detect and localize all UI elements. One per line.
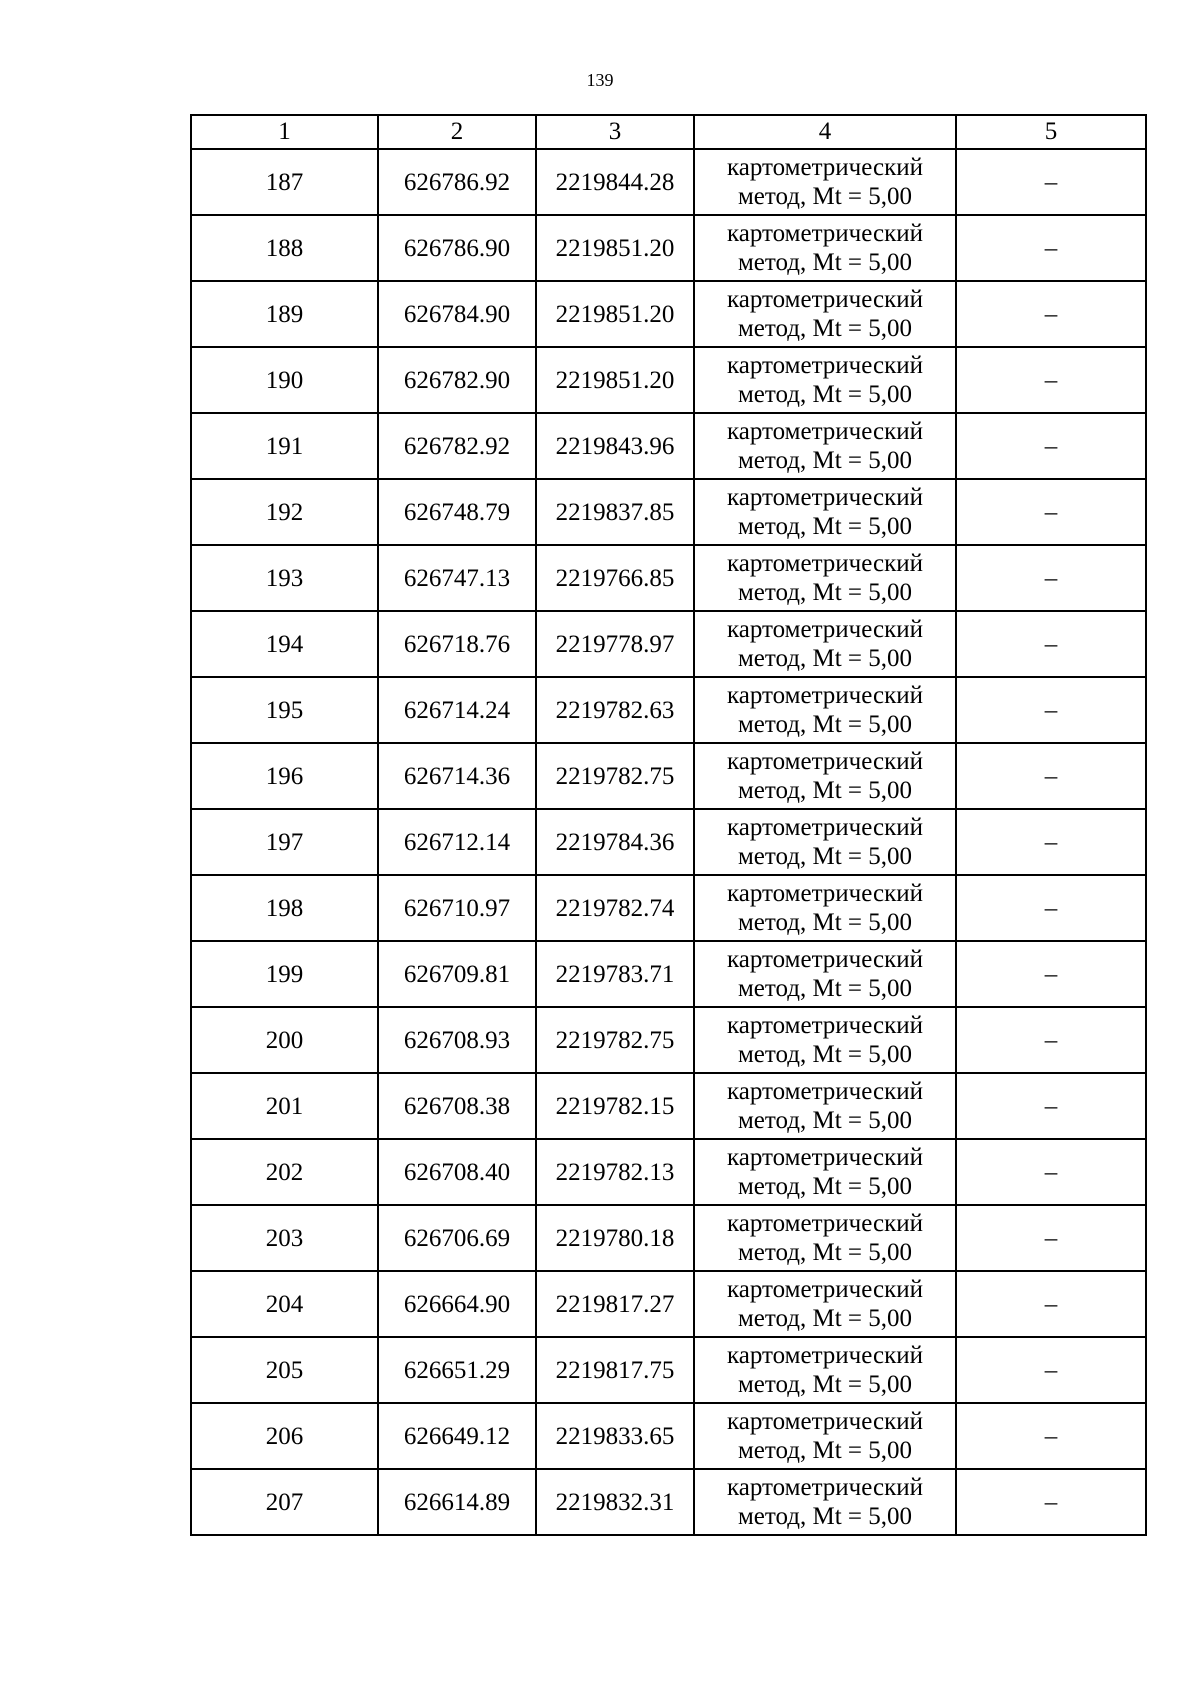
- method-text: метод, Mt = 5,00: [737, 909, 913, 936]
- point-number-cell: 194: [191, 611, 378, 677]
- point-number-cell: 195: [191, 677, 378, 743]
- method-text: метод, Mt = 5,00: [737, 975, 913, 1002]
- y-coordinate-cell: 2219843.96: [536, 413, 694, 479]
- method-cell: [694, 1271, 956, 1337]
- note-cell: –: [956, 413, 1146, 479]
- point-number-cell: 202: [191, 1139, 378, 1205]
- method-text: метод, Mt = 5,00: [737, 579, 913, 606]
- point-number-cell: 193: [191, 545, 378, 611]
- note-cell: –: [956, 1403, 1146, 1469]
- method-text: метод, Mt = 5,00: [737, 183, 913, 210]
- method-cell: [694, 149, 956, 215]
- table-row: [191, 1205, 1146, 1271]
- note-cell: –: [956, 1073, 1146, 1139]
- x-coordinate-cell: 626718.76: [378, 611, 536, 677]
- method-cell: [694, 479, 956, 545]
- method-text: метод, Mt = 5,00: [737, 249, 913, 276]
- column-header: 2: [378, 115, 536, 149]
- x-coordinate-cell: 626649.12: [378, 1403, 536, 1469]
- method-cell: [694, 545, 956, 611]
- note-cell: –: [956, 1271, 1146, 1337]
- table-row: [191, 413, 1146, 479]
- table-row: [191, 941, 1146, 1007]
- method-text: метод, Mt = 5,00: [737, 645, 913, 672]
- table-row: [191, 545, 1146, 611]
- y-coordinate-cell: 2219851.20: [536, 215, 694, 281]
- note-cell: –: [956, 347, 1146, 413]
- y-coordinate-cell: 2219832.31: [536, 1469, 694, 1535]
- note-cell: –: [956, 1139, 1146, 1205]
- table-row: [191, 743, 1146, 809]
- method-text: картометрический: [727, 1408, 923, 1435]
- method-text: метод, Mt = 5,00: [737, 777, 913, 804]
- method-text: картометрический: [727, 1210, 923, 1237]
- note-cell: –: [956, 1337, 1146, 1403]
- method-text: метод, Mt = 5,00: [737, 1437, 913, 1464]
- table-row: [191, 479, 1146, 545]
- method-text: картометрический: [727, 154, 923, 181]
- method-text: картометрический: [727, 1012, 923, 1039]
- x-coordinate-cell: 626709.81: [378, 941, 536, 1007]
- point-number-cell: 192: [191, 479, 378, 545]
- table-row: [191, 1139, 1146, 1205]
- x-coordinate-cell: 626748.79: [378, 479, 536, 545]
- point-number-cell: 199: [191, 941, 378, 1007]
- method-text: метод, Mt = 5,00: [737, 1305, 913, 1332]
- y-coordinate-cell: 2219851.20: [536, 347, 694, 413]
- x-coordinate-cell: 626614.89: [378, 1469, 536, 1535]
- method-text: метод, Mt = 5,00: [737, 1041, 913, 1068]
- point-number-cell: 207: [191, 1469, 378, 1535]
- x-coordinate-cell: 626782.90: [378, 347, 536, 413]
- note-cell: –: [956, 545, 1146, 611]
- point-number-cell: 203: [191, 1205, 378, 1271]
- table-row: [191, 347, 1146, 413]
- y-coordinate-cell: 2219782.63: [536, 677, 694, 743]
- point-number-cell: 204: [191, 1271, 378, 1337]
- table-row: [191, 149, 1146, 215]
- table-row: [191, 1469, 1146, 1535]
- method-text: картометрический: [727, 1342, 923, 1369]
- method-cell: [694, 413, 956, 479]
- method-text: метод, Mt = 5,00: [737, 381, 913, 408]
- x-coordinate-cell: 626710.97: [378, 875, 536, 941]
- note-cell: –: [956, 1007, 1146, 1073]
- point-number-cell: 187: [191, 149, 378, 215]
- table-row: [191, 809, 1146, 875]
- y-coordinate-cell: 2219837.85: [536, 479, 694, 545]
- method-text: картометрический: [727, 616, 923, 643]
- x-coordinate-cell: 626708.38: [378, 1073, 536, 1139]
- point-number-cell: 191: [191, 413, 378, 479]
- table-row: [191, 875, 1146, 941]
- method-text: картометрический: [727, 814, 923, 841]
- point-number-cell: 197: [191, 809, 378, 875]
- method-text: картометрический: [727, 1474, 923, 1501]
- method-cell: [694, 1073, 956, 1139]
- method-text: картометрический: [727, 220, 923, 247]
- x-coordinate-cell: 626786.90: [378, 215, 536, 281]
- method-text: метод, Mt = 5,00: [737, 843, 913, 870]
- point-number-cell: 206: [191, 1403, 378, 1469]
- column-header: 4: [694, 115, 956, 149]
- method-cell: [694, 611, 956, 677]
- method-text: картометрический: [727, 1078, 923, 1105]
- method-cell: [694, 1337, 956, 1403]
- column-header: 5: [956, 115, 1146, 149]
- method-text: метод, Mt = 5,00: [737, 447, 913, 474]
- method-cell: [694, 941, 956, 1007]
- method-text: картометрический: [727, 880, 923, 907]
- y-coordinate-cell: 2219780.18: [536, 1205, 694, 1271]
- y-coordinate-cell: 2219782.13: [536, 1139, 694, 1205]
- point-number-cell: 201: [191, 1073, 378, 1139]
- point-number-cell: 190: [191, 347, 378, 413]
- point-number-cell: 189: [191, 281, 378, 347]
- method-text: метод, Mt = 5,00: [737, 1503, 913, 1530]
- method-cell: [694, 281, 956, 347]
- x-coordinate-cell: 626714.24: [378, 677, 536, 743]
- x-coordinate-cell: 626714.36: [378, 743, 536, 809]
- y-coordinate-cell: 2219782.75: [536, 1007, 694, 1073]
- method-text: картометрический: [727, 286, 923, 313]
- table-row: [191, 281, 1146, 347]
- table-row: [191, 611, 1146, 677]
- y-coordinate-cell: 2219851.20: [536, 281, 694, 347]
- note-cell: –: [956, 149, 1146, 215]
- y-coordinate-cell: 2219817.75: [536, 1337, 694, 1403]
- x-coordinate-cell: 626708.93: [378, 1007, 536, 1073]
- method-text: картометрический: [727, 1276, 923, 1303]
- y-coordinate-cell: 2219783.71: [536, 941, 694, 1007]
- method-text: картометрический: [727, 418, 923, 445]
- method-text: метод, Mt = 5,00: [737, 1371, 913, 1398]
- point-number-cell: 198: [191, 875, 378, 941]
- table-body: [191, 115, 1146, 1535]
- table-row: [191, 1073, 1146, 1139]
- x-coordinate-cell: 626786.92: [378, 149, 536, 215]
- table-header-row: [191, 115, 1146, 149]
- y-coordinate-cell: 2219782.75: [536, 743, 694, 809]
- method-cell: [694, 1007, 956, 1073]
- method-cell: [694, 677, 956, 743]
- method-text: картометрический: [727, 748, 923, 775]
- method-text: картометрический: [727, 352, 923, 379]
- table-row: [191, 1403, 1146, 1469]
- method-cell: [694, 743, 956, 809]
- x-coordinate-cell: 626708.40: [378, 1139, 536, 1205]
- table-row: [191, 1337, 1146, 1403]
- method-text: метод, Mt = 5,00: [737, 1239, 913, 1266]
- method-text: метод, Mt = 5,00: [737, 711, 913, 738]
- method-cell: [694, 809, 956, 875]
- method-text: картометрический: [727, 484, 923, 511]
- y-coordinate-cell: 2219844.28: [536, 149, 694, 215]
- x-coordinate-cell: 626747.13: [378, 545, 536, 611]
- method-cell: [694, 875, 956, 941]
- column-header: 3: [536, 115, 694, 149]
- note-cell: –: [956, 809, 1146, 875]
- coordinates-table: [190, 114, 1147, 1536]
- table-row: [191, 1271, 1146, 1337]
- x-coordinate-cell: 626664.90: [378, 1271, 536, 1337]
- method-cell: [694, 215, 956, 281]
- x-coordinate-cell: 626712.14: [378, 809, 536, 875]
- method-cell: [694, 1205, 956, 1271]
- y-coordinate-cell: 2219782.74: [536, 875, 694, 941]
- y-coordinate-cell: 2219782.15: [536, 1073, 694, 1139]
- x-coordinate-cell: 626782.92: [378, 413, 536, 479]
- y-coordinate-cell: 2219817.27: [536, 1271, 694, 1337]
- point-number-cell: 188: [191, 215, 378, 281]
- note-cell: –: [956, 677, 1146, 743]
- x-coordinate-cell: 626651.29: [378, 1337, 536, 1403]
- note-cell: –: [956, 611, 1146, 677]
- page-number: 139: [586, 70, 614, 90]
- point-number-cell: 205: [191, 1337, 378, 1403]
- method-text: картометрический: [727, 682, 923, 709]
- note-cell: –: [956, 1205, 1146, 1271]
- method-text: картометрический: [727, 550, 923, 577]
- note-cell: –: [956, 479, 1146, 545]
- note-cell: –: [956, 743, 1146, 809]
- x-coordinate-cell: 626784.90: [378, 281, 536, 347]
- column-header: 1: [191, 115, 378, 149]
- method-text: метод, Mt = 5,00: [737, 1107, 913, 1134]
- method-cell: [694, 347, 956, 413]
- table-row: [191, 215, 1146, 281]
- method-text: картометрический: [727, 1144, 923, 1171]
- method-text: метод, Mt = 5,00: [737, 1173, 913, 1200]
- y-coordinate-cell: 2219766.85: [536, 545, 694, 611]
- y-coordinate-cell: 2219833.65: [536, 1403, 694, 1469]
- x-coordinate-cell: 626706.69: [378, 1205, 536, 1271]
- table-row: [191, 677, 1146, 743]
- point-number-cell: 196: [191, 743, 378, 809]
- note-cell: –: [956, 941, 1146, 1007]
- note-cell: –: [956, 281, 1146, 347]
- y-coordinate-cell: 2219778.97: [536, 611, 694, 677]
- y-coordinate-cell: 2219784.36: [536, 809, 694, 875]
- note-cell: –: [956, 215, 1146, 281]
- note-cell: –: [956, 875, 1146, 941]
- method-cell: [694, 1403, 956, 1469]
- method-text: картометрический: [727, 946, 923, 973]
- note-cell: –: [956, 1469, 1146, 1535]
- method-text: метод, Mt = 5,00: [737, 315, 913, 342]
- method-cell: [694, 1469, 956, 1535]
- method-cell: [694, 1139, 956, 1205]
- table-row: [191, 1007, 1146, 1073]
- point-number-cell: 200: [191, 1007, 378, 1073]
- method-text: метод, Mt = 5,00: [737, 513, 913, 540]
